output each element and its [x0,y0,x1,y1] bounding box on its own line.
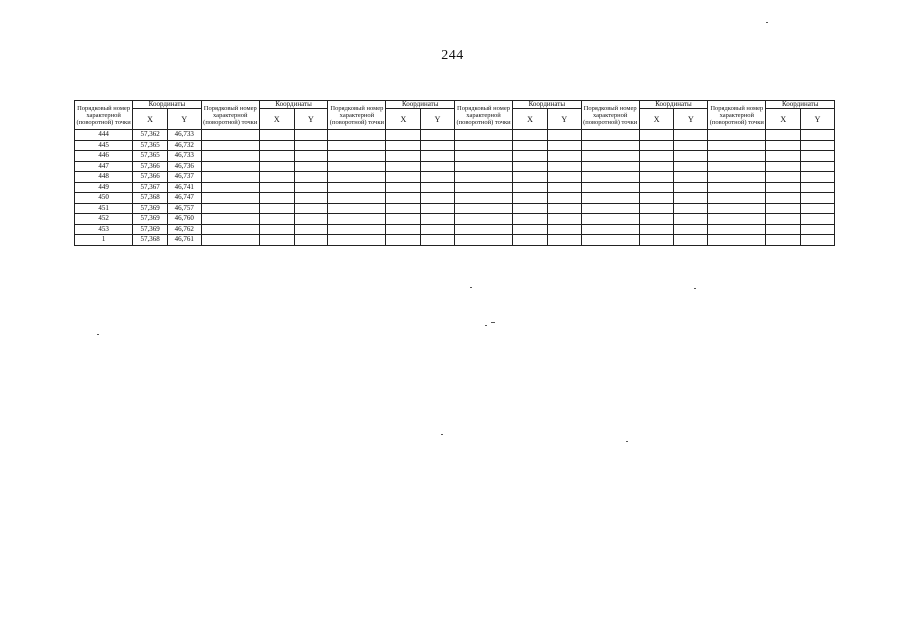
cell-empty [328,130,386,141]
cell-y: 46,757 [167,203,201,214]
cell-empty [513,235,548,246]
cell-empty [766,140,801,151]
cell-x: 57,369 [133,203,168,214]
cell-y: 46,760 [167,214,201,225]
scan-speck [97,334,99,335]
cell-empty [294,235,328,246]
cell-y: 46,741 [167,182,201,193]
coordinates-table [74,100,835,246]
cell-y: 46,733 [167,130,201,141]
cell-empty [547,140,581,151]
cell-empty [513,151,548,162]
cell-empty [547,182,581,193]
cell-empty [259,172,294,183]
cell-empty [454,193,512,204]
header-point-number: Порядковый номер характерной (поворотной) точки [201,101,259,130]
cell-point-number: 445 [75,140,133,151]
cell-empty [259,193,294,204]
cell-empty [201,151,259,162]
cell-empty [674,193,708,204]
cell-y: 46,762 [167,224,201,235]
cell-empty [766,161,801,172]
cell-point-number: 1 [75,235,133,246]
cell-empty [547,235,581,246]
cell-empty [801,140,835,151]
header-point-number: Порядковый номер характерной (поворотной) точки [708,101,766,130]
cell-empty [547,151,581,162]
cell-empty [259,140,294,151]
cell-empty [259,182,294,193]
cell-empty [421,161,455,172]
header-point-number: Порядковый номер характерной (поворотной) точки [75,101,133,130]
cell-empty [547,193,581,204]
cell-empty [201,214,259,225]
cell-empty [581,224,639,235]
cell-empty [259,161,294,172]
cell-empty [386,130,421,141]
cell-empty [294,172,328,183]
cell-empty [421,151,455,162]
cell-empty [421,172,455,183]
cell-empty [708,130,766,141]
cell-empty [513,193,548,204]
cell-point-number: 453 [75,224,133,235]
cell-empty [513,214,548,225]
cell-empty [674,172,708,183]
cell-empty [708,172,766,183]
cell-empty [201,161,259,172]
table-body [75,130,835,246]
cell-empty [766,224,801,235]
cell-empty [294,182,328,193]
cell-empty [674,203,708,214]
cell-x: 57,369 [133,214,168,225]
cell-empty [421,182,455,193]
scan-speck [470,287,472,288]
header-y: Y [547,109,581,130]
scan-speck [694,288,696,289]
cell-empty [421,214,455,225]
cell-empty [581,172,639,183]
cell-empty [581,161,639,172]
cell-point-number: 444 [75,130,133,141]
cell-empty [386,214,421,225]
cell-empty [201,182,259,193]
table-row [75,182,835,193]
cell-empty [581,151,639,162]
header-point-number: Порядковый номер характерной (поворотной) точки [328,101,386,130]
cell-empty [639,130,674,141]
scan-speck [485,325,487,326]
page-number: 244 [441,48,464,63]
cell-x: 57,369 [133,224,168,235]
cell-empty [328,224,386,235]
cell-empty [294,130,328,141]
cell-empty [766,151,801,162]
cell-empty [454,172,512,183]
cell-empty [766,235,801,246]
header-coordinates: Координаты [766,101,835,109]
cell-empty [639,203,674,214]
cell-empty [639,224,674,235]
cell-x: 57,365 [133,151,168,162]
cell-empty [259,214,294,225]
cell-x: 57,365 [133,140,168,151]
cell-empty [766,172,801,183]
cell-empty [766,182,801,193]
table-row [75,172,835,183]
cell-empty [674,130,708,141]
cell-empty [328,140,386,151]
cell-empty [201,193,259,204]
header-y: Y [421,109,455,130]
header-y: Y [294,109,328,130]
cell-empty [421,140,455,151]
cell-x: 57,368 [133,235,168,246]
cell-x: 57,366 [133,161,168,172]
cell-empty [386,203,421,214]
cell-empty [386,224,421,235]
cell-empty [639,214,674,225]
cell-empty [674,235,708,246]
cell-empty [454,151,512,162]
cell-empty [259,130,294,141]
cell-empty [294,161,328,172]
cell-empty [328,193,386,204]
cell-empty [328,235,386,246]
header-x: X [386,109,421,130]
cell-x: 57,366 [133,172,168,183]
cell-empty [454,140,512,151]
cell-empty [674,182,708,193]
scan-speck [491,322,495,323]
header-x: X [133,109,168,130]
cell-y: 46,747 [167,193,201,204]
cell-point-number: 449 [75,182,133,193]
header-point-number: Порядковый номер характерной (поворотной) точки [454,101,512,130]
cell-empty [708,224,766,235]
cell-empty [513,182,548,193]
cell-point-number: 450 [75,193,133,204]
cell-empty [294,151,328,162]
cell-empty [766,193,801,204]
cell-empty [639,182,674,193]
cell-empty [801,130,835,141]
table-row [75,235,835,246]
header-x: X [513,109,548,130]
cell-empty [801,193,835,204]
cell-empty [294,193,328,204]
cell-empty [547,214,581,225]
cell-empty [708,214,766,225]
cell-empty [454,214,512,225]
cell-empty [386,172,421,183]
table-row [75,130,835,141]
header-x: X [766,109,801,130]
cell-empty [801,235,835,246]
header-coordinates: Координаты [386,101,454,109]
table-row [75,203,835,214]
cell-empty [581,193,639,204]
cell-empty [201,172,259,183]
cell-empty [708,161,766,172]
cell-empty [674,214,708,225]
cell-empty [328,214,386,225]
table-row [75,214,835,225]
table-row [75,193,835,204]
cell-empty [513,172,548,183]
cell-y: 46,736 [167,161,201,172]
cell-empty [328,161,386,172]
cell-empty [581,235,639,246]
cell-empty [294,203,328,214]
header-y: Y [167,109,201,130]
table-row [75,161,835,172]
cell-empty [201,140,259,151]
cell-empty [547,203,581,214]
header-x: X [639,109,674,130]
cell-empty [547,130,581,141]
header-x: X [259,109,294,130]
cell-empty [581,182,639,193]
cell-empty [259,203,294,214]
cell-empty [259,151,294,162]
cell-point-number: 452 [75,214,133,225]
cell-x: 57,367 [133,182,168,193]
cell-empty [547,161,581,172]
cell-empty [328,182,386,193]
cell-empty [708,235,766,246]
cell-empty [201,203,259,214]
cell-empty [639,193,674,204]
cell-empty [386,151,421,162]
cell-empty [421,235,455,246]
cell-empty [328,172,386,183]
cell-empty [201,130,259,141]
header-coordinates: Координаты [513,101,581,109]
cell-empty [801,161,835,172]
cell-empty [708,182,766,193]
cell-empty [328,203,386,214]
cell-empty [386,235,421,246]
cell-empty [259,224,294,235]
cell-empty [801,151,835,162]
cell-empty [421,130,455,141]
header-y: Y [674,109,708,130]
cell-empty [708,140,766,151]
scan-speck [626,441,628,442]
cell-empty [513,203,548,214]
cell-empty [513,224,548,235]
cell-y: 46,737 [167,172,201,183]
table-row [75,151,835,162]
cell-empty [513,130,548,141]
scan-speck [766,22,768,23]
cell-empty [674,161,708,172]
cell-empty [294,214,328,225]
cell-empty [766,203,801,214]
cell-empty [513,161,548,172]
cell-empty [581,203,639,214]
header-y: Y [801,109,835,130]
cell-empty [454,130,512,141]
cell-empty [421,224,455,235]
cell-empty [421,193,455,204]
cell-empty [674,151,708,162]
cell-x: 57,362 [133,130,168,141]
header-point-number: Порядковый номер характерной (поворотной) точки [581,101,639,130]
cell-empty [259,235,294,246]
cell-empty [674,140,708,151]
cell-empty [421,203,455,214]
cell-point-number: 447 [75,161,133,172]
cell-empty [513,140,548,151]
header-coordinates: Координаты [133,101,201,109]
cell-empty [201,224,259,235]
cell-empty [801,224,835,235]
cell-empty [547,224,581,235]
cell-empty [386,161,421,172]
cell-empty [674,224,708,235]
table-header [75,101,835,130]
cell-empty [581,130,639,141]
cell-empty [294,140,328,151]
cell-empty [766,214,801,225]
cell-empty [639,151,674,162]
cell-empty [801,172,835,183]
cell-point-number: 451 [75,203,133,214]
cell-empty [639,140,674,151]
table-row [75,224,835,235]
cell-empty [581,214,639,225]
header-coordinates: Координаты [259,101,327,109]
cell-empty [386,140,421,151]
cell-empty [328,151,386,162]
cell-empty [766,130,801,141]
cell-empty [454,224,512,235]
cell-point-number: 446 [75,151,133,162]
cell-empty [801,214,835,225]
cell-y: 46,733 [167,151,201,162]
cell-point-number: 448 [75,172,133,183]
cell-y: 46,761 [167,235,201,246]
cell-empty [454,203,512,214]
cell-empty [294,224,328,235]
cell-empty [708,193,766,204]
table-row [75,140,835,151]
cell-empty [639,172,674,183]
cell-empty [547,172,581,183]
cell-empty [386,182,421,193]
cell-empty [454,161,512,172]
cell-empty [639,161,674,172]
scan-speck [441,434,443,435]
cell-empty [801,203,835,214]
header-coordinates: Координаты [639,101,707,109]
cell-empty [639,235,674,246]
cell-empty [801,182,835,193]
cell-empty [708,203,766,214]
cell-x: 57,368 [133,193,168,204]
cell-empty [708,151,766,162]
cell-empty [581,140,639,151]
cell-empty [454,235,512,246]
cell-empty [454,182,512,193]
cell-y: 46,732 [167,140,201,151]
cell-empty [386,193,421,204]
cell-empty [201,235,259,246]
